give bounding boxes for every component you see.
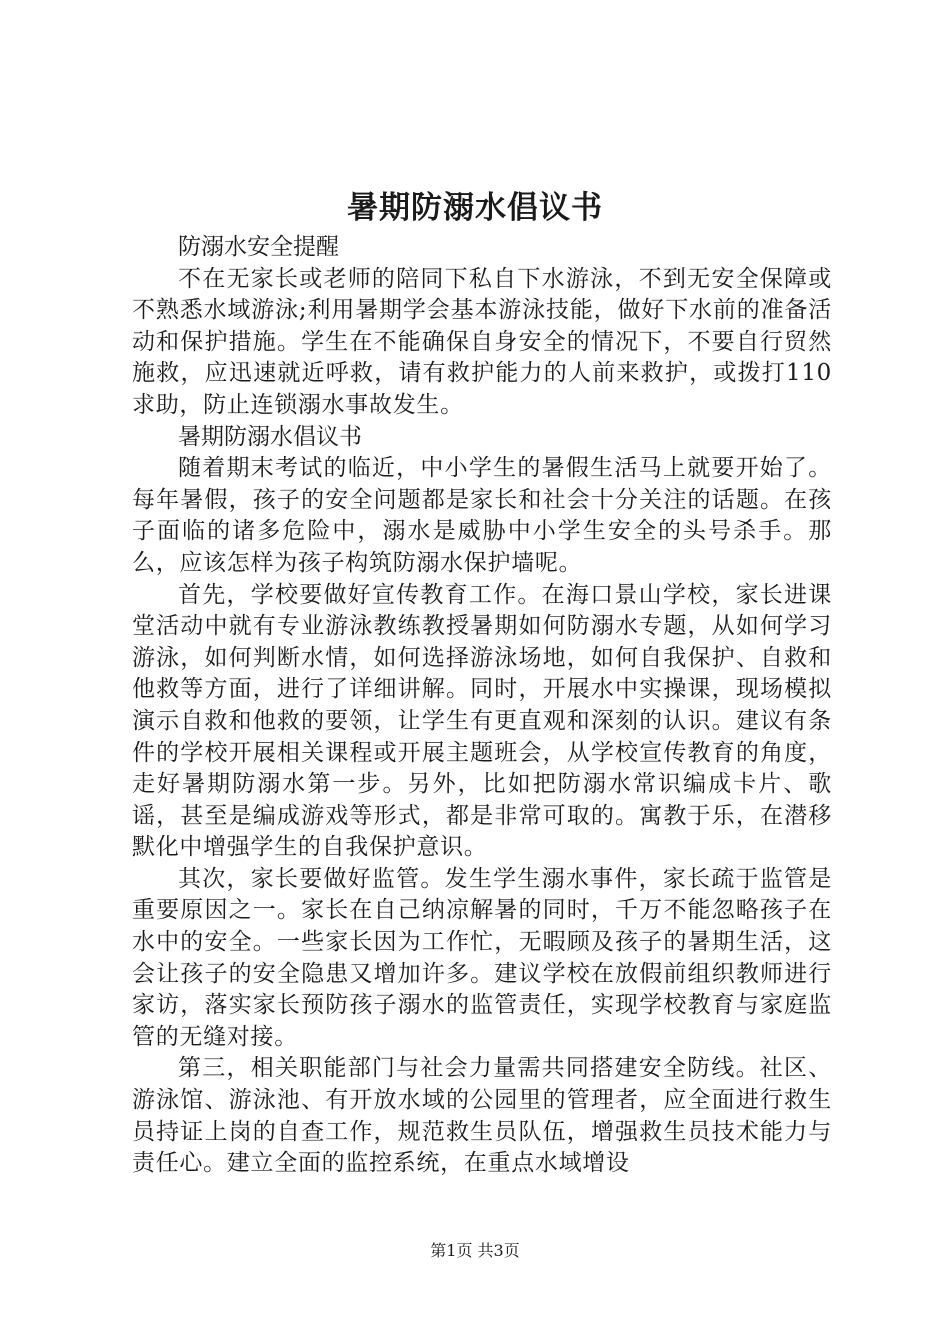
page-number-footer: 第1页 共3页 [430,1241,520,1260]
paragraph-second-parents: 其次，家长要做好监管。发生学生溺水事件，家长疏于监管是重要原因之一。家长在自己纳凉解暑的同时，千万不能忽略孩子在水中的安全。一些家长因为工作忙，无暇顾及孩子的暑期生活，这会让孩子的安全隐患又增加许多。建议学校在放假前组织教师进行家访，落实家长预防孩子溺水的监管责任，实现学校教育与家庭监管的无缝对接。 [132,865,832,1050]
section-heading-safety-reminder: 防溺水安全提醒 [178,234,339,260]
paragraph-first-school: 首先，学校要做好宣传教育工作。在海口景山学校，家长进课堂活动中就有专业游泳教练教授暑期如何防溺水专题，从如何学习游泳，如何判断水情，如何选择游泳场地，如何自我保护、自救和他救等方面，进行了详细讲解。同时，开展水中实操课，现场模拟演示自救和他救的要领，让学生有更直观和深刻的认识。建议有条件的学校开展相关课程或开展主题班会，从学校宣传教育的角度，走好暑期防溺水第一步。另外，比如把防溺水常识编成卡片、歌谣，甚至是编成游戏等形式，都是非常可取的。寓教于乐，在潜移默化中增强学生的自我保护意识。 [132,581,832,861]
document-body [132,232,832,1180]
paragraph-intro: 随着期末考试的临近，中小学生的暑假生活马上就要开始了。每年暑假，孩子的安全问题都是家长和社会十分关注的话题。在孩子面临的诸多危险中，溺水是威胁中小学生安全的头号杀手。那么，应该怎样为孩子构筑防溺水保护墙呢。 [132,455,832,576]
paragraph-third-society: 第三，相关职能部门与社会力量需共同搭建安全防线。社区、游泳馆、游泳池、有开放水域的公园里的管理者，应全面进行救生员持证上岗的自查工作，规范救生员队伍，增强救生员技术能力与责任心。建立全面的监控系统，在重点水域增设 [132,1055,832,1177]
section-heading-proposal: 暑期防溺水倡议书 [178,423,362,450]
paragraph-safety-reminder: 不在无家长或老师的陪同下私自下水游泳，不到无安全保障或不熟悉水域游泳;利用暑期学会基本游泳技能，做好下水前的准备活动和保护措施。学生在不能确保自身安全的情况下，不要自行贸然施救，应迅速就近呼救，请有救护能力的人前来救护，或拨打110求助，防止连锁溺水事故发生。 [132,265,832,418]
document-title: 暑期防溺水倡议书 [347,190,603,226]
